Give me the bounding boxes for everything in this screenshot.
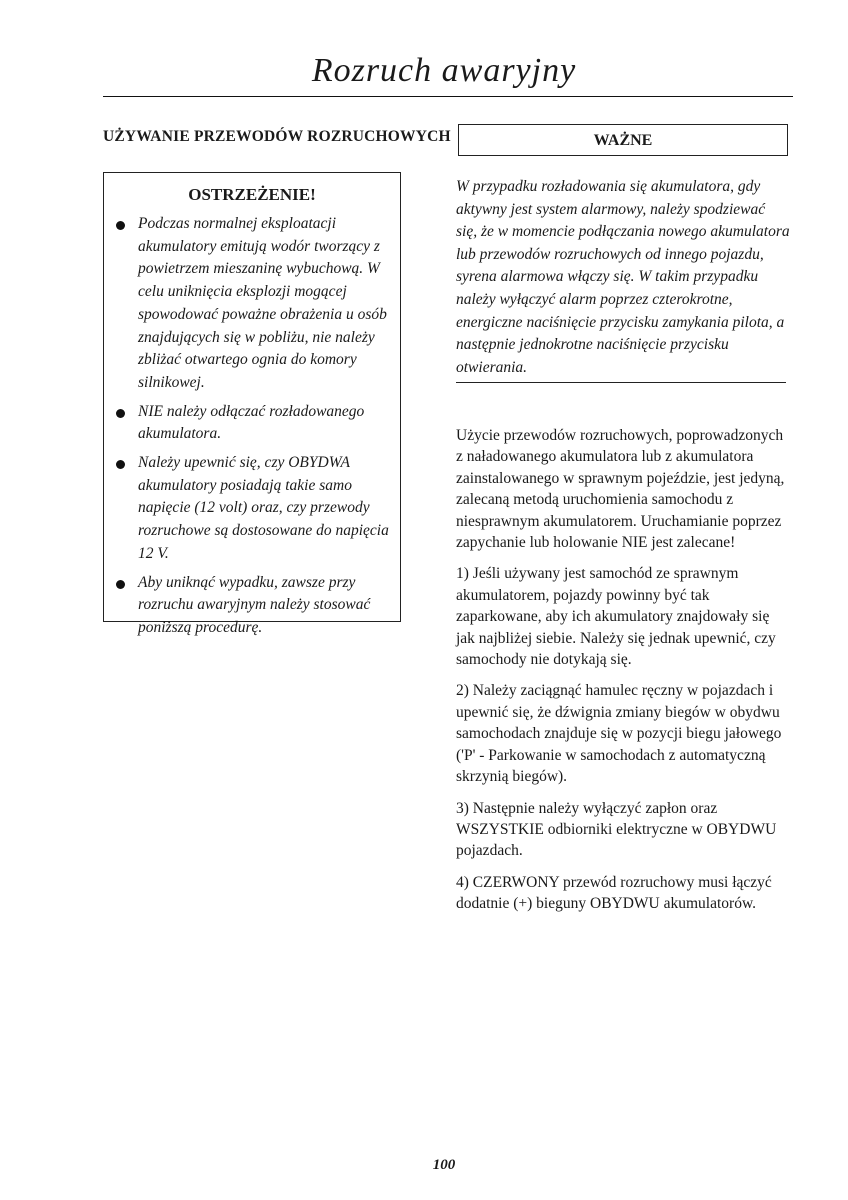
- intro-paragraph: Użycie przewodów rozruchowych, poprowadzonych z naładowanego akumulatora lub z akumulatora zainstalowanego w sprawnym pojeździe, jest jedyną, zalecaną metodą uruchomienia samochodu z niesprawnym akumulatorem. Uruchamianie poprzez zapychanie lub holowanie NIE jest zalecane!: [456, 427, 785, 552]
- bullet-icon: [116, 409, 125, 418]
- header-divider: [103, 96, 793, 97]
- warning-item-text: NIE należy odłączać rozładowanego akumulatora.: [138, 402, 365, 443]
- warning-box: [103, 172, 401, 636]
- warning-item-text: Aby uniknąć wypadku, zawsze przy rozruchu awaryjnym należy stosować poniższą procedurę.: [138, 573, 371, 636]
- bullet-icon: [116, 460, 125, 469]
- warning-item: [114, 213, 394, 395]
- warning-item: [114, 401, 394, 446]
- bullet-icon: [116, 580, 125, 589]
- page-number: 100: [432, 1157, 456, 1173]
- page-title: Rozruch awaryjny: [311, 52, 577, 89]
- section-heading: UŻYWANIE PRZEWODÓW ROZRUCHOWYCH: [103, 128, 451, 145]
- important-text: W przypadku rozładowania się akumulatora, gdy aktywny jest system alarmowy, należy spodziewać się, że w momencie podłączania nowego akumulatora lub przewodów rozruchowych od innego pojazdu, syrena alarmowa włączy się. W takim przypadku należy wyłączyć alarm poprzez czterokrotne, energiczne naciśnięcie przycisku zamykania pilota, a następnie jednokrotne naciśnięcie przycisku otwierania.: [456, 178, 790, 376]
- step-paragraph: 2) Należy zaciągnąć hamulec ręczny w pojazdach i upewnić się, że dźwignia zmiany biegów w obydwu samochodach znajduje się w pozycji biegu jałowego ('P' - Parkowanie w samochodach z automatyczną skrzynią biegów).: [456, 682, 782, 786]
- important-title: WAŻNE: [458, 124, 788, 156]
- warning-list: [114, 213, 394, 646]
- bullet-icon: [116, 221, 125, 230]
- warning-item-text: Podczas normalnej eksploatacji akumulatory emitują wodór tworzący z powietrzem mieszaninę wybuchową. W celu uniknięcia eksplozji mogącej spowodować poważne obrażenia u osób znajdujących się w pobliżu, nie należy zbliżać otwartego ognia do komory silnikowej.: [138, 215, 387, 391]
- instructions-column: [456, 425, 790, 925]
- warning-item: [114, 452, 394, 566]
- step-paragraph: 4) CZERWONY przewód rozruchowy musi łączyć dodatnie (+) bieguny OBYDWU akumulatorów.: [456, 873, 772, 913]
- warning-title: OSTRZEŻENIE!: [188, 185, 316, 204]
- step-paragraph: 3) Następnie należy wyłączyć zapłon oraz WSZYSTKIE odbiorniki elektryczne w OBYDWU pojazdach.: [456, 799, 777, 860]
- important-divider: [456, 382, 786, 383]
- warning-item-text: Należy upewnić się, czy OBYDWA akumulatory posiadają takie samo napięcie (12 volt) oraz, czy przewody rozruchowe są dostosowane do napięcia 12 V.: [138, 454, 389, 562]
- step-paragraph: 1) Jeśli używany jest samochód ze sprawnym akumulatorem, pojazdy powinny być tak zaparkowane, aby ich akumulatory znajdowały się jak najbliżej siebie. Należy się jednak upewnić, czy samochody nie dotykają się.: [456, 565, 776, 669]
- warning-item: [114, 572, 394, 640]
